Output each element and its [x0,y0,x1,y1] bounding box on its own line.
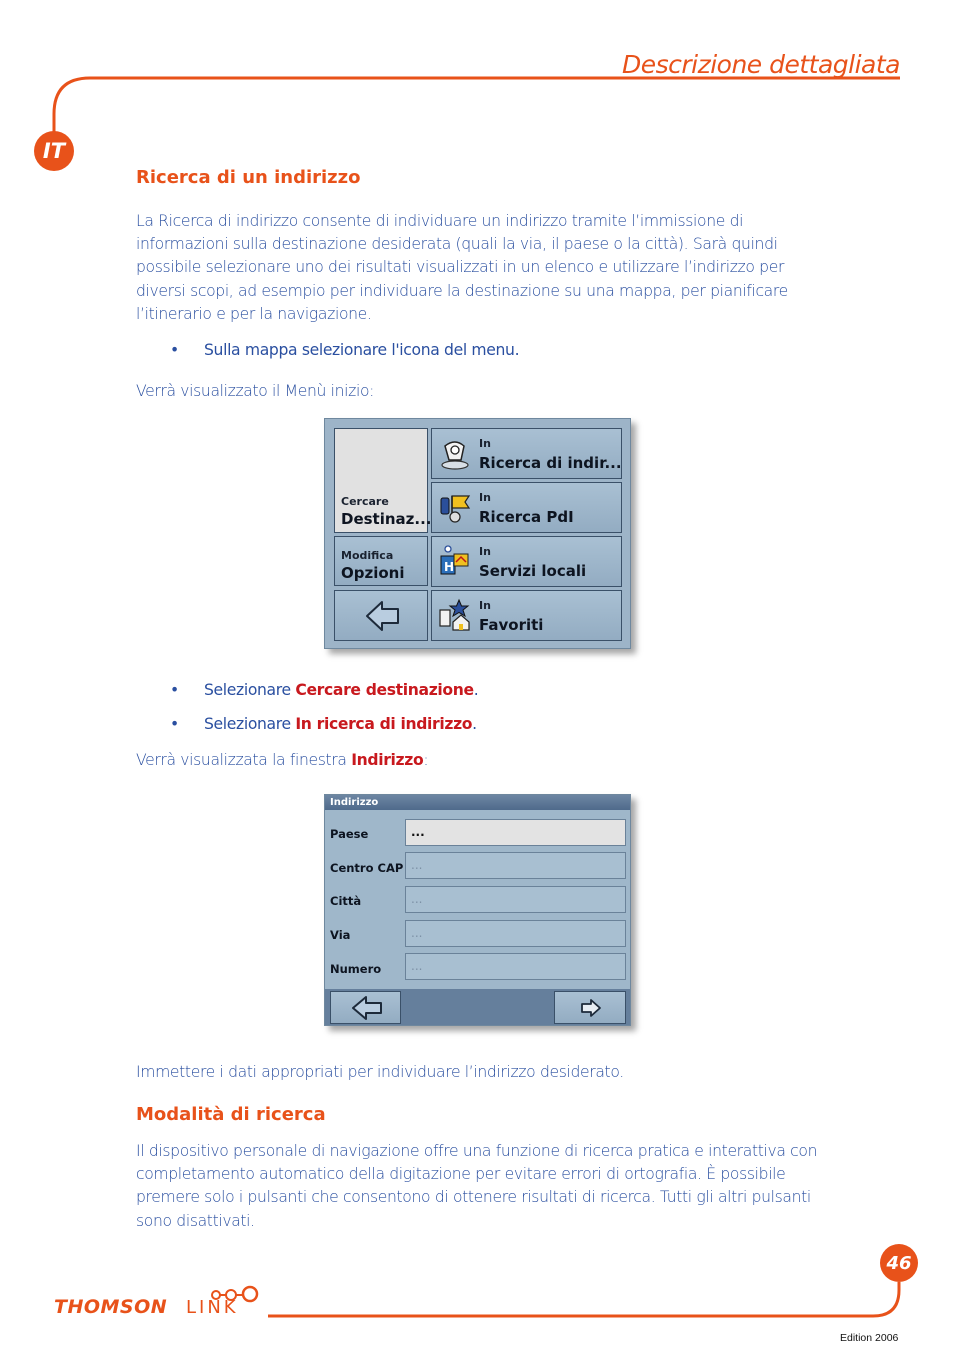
menu-item-address-search[interactable] [431,428,622,479]
bullet-step-2-highlight: Cercare destinazione [295,681,474,699]
menu-item-local-services-small: In [479,545,491,558]
bullet-step-3-suffix: . [472,715,477,733]
logo-thomson-text: THOMSON [54,1296,168,1318]
menu-item-poi-search[interactable] [431,482,622,533]
search-destination-label: Destinaz... [341,510,432,528]
bullet-step-2-suffix: . [473,681,479,699]
address-window-title: Indirizzo [325,795,630,810]
favorites-icon [437,598,473,634]
address-window-screenshot [324,794,631,1026]
next-button[interactable] [554,991,626,1024]
logo-link-text: LINK [186,1297,239,1318]
back-button[interactable] [334,590,428,641]
menu-item-favorites[interactable] [431,590,622,641]
window-intro-highlight: Indirizzo [351,751,424,769]
menu-intro-text: Verrà visualizzato il Menù inizio: [136,382,375,400]
section-heading-search-mode: Modalità di ricerca [136,1104,326,1125]
bullet-step-3-prefix: Selezionare [204,715,296,733]
bullet-step-1 [170,341,519,359]
search-mode-paragraph: Il dispositivo personale di navigazione offre una funzione di ricerca pratica e interattiva con completamento automatico della digitazione per evitare errori di ortografia. È possibile premere solo i pulsanti che consentono di ottenere risultati di ricerca. Tutti gli altri pulsanti sono disattivati. [136,1142,818,1230]
address-search-icon [437,436,473,472]
page-number-badge: 46 [880,1244,918,1282]
menu-item-address-search-label: Ricerca di indir... [479,454,622,472]
after-address-text: Immettere i dati appropriati per individuare l’indirizzo desiderato. [136,1063,624,1081]
number-field[interactable]: ... [405,953,626,980]
field-label-street: Via [330,928,351,942]
field-label-city: Città [330,894,362,908]
menu-item-local-services[interactable] [431,536,622,587]
bullet-step-2 [170,681,478,699]
city-field[interactable]: ... [405,886,626,913]
intro-paragraph: La Ricerca di indirizzo consente di individuare un indirizzo tramite l’immissione di informazioni sulla destinazione desiderata (quali la via, il paese o la città). Sarà quindi possibile selezionare uno dei risultati visualizzati in un elenco e utilizzare l’indirizzo per diversi scopi, ad esempio per individuare la destinazione su una mappa, per pianificare l’itinerario e per la navigazione. [136,212,788,323]
section-heading-address-search: Ricerca di un indirizzo [136,167,361,188]
bullet-step-1-text: Sulla mappa selezionare l'icona del menu. [204,341,520,359]
bullet-dot: • [170,681,179,699]
menu-item-local-services-label: Servizi locali [479,562,587,580]
svg-text:H: H [444,560,455,574]
poi-flag-icon [437,490,473,526]
forward-arrow-icon [579,997,603,1019]
menu-item-address-search-small: In [479,437,491,450]
bullet-step-2-prefix: Selezionare [204,681,296,699]
search-destination-button[interactable] [334,428,432,533]
menu-item-favorites-small: In [479,599,491,612]
local-services-icon [437,544,473,580]
menu-item-favorites-label: Favoriti [479,616,544,634]
back-button[interactable] [330,991,401,1024]
window-intro-suffix: : [423,751,429,769]
field-label-number: Numero [330,962,382,976]
back-arrow-icon [350,994,384,1022]
logo-chain-icon [210,1283,262,1303]
menu-item-poi-search-label: Ricerca PdI [479,508,574,526]
window-intro-text [136,749,826,772]
options-label: Opzioni [341,564,405,582]
country-field[interactable]: ... [405,819,626,846]
field-label-postal-code: Centro CAP [330,861,404,875]
section-header-title: Descrizione dettagliata [621,50,900,79]
postal-code-field[interactable]: ... [405,852,626,879]
start-menu-screenshot [324,418,631,649]
back-arrow-icon [364,598,402,634]
search-destination-small-label: Cercare [341,495,389,508]
field-label-country: Paese [330,827,369,841]
bullet-dot: • [170,715,179,733]
bullet-step-3-highlight: In ricerca di indirizzo [295,715,473,733]
language-badge: IT [34,131,74,171]
bullet-step-3 [170,715,477,733]
street-field[interactable]: ... [405,920,626,947]
window-intro-prefix: Verrà visualizzata la finestra [136,751,352,769]
options-small-label: Modifica [341,549,394,562]
options-button[interactable] [334,536,428,586]
edition-label: Edition 2006 [840,1332,899,1344]
bullet-dot: • [170,341,179,359]
menu-item-poi-search-small: In [479,491,491,504]
